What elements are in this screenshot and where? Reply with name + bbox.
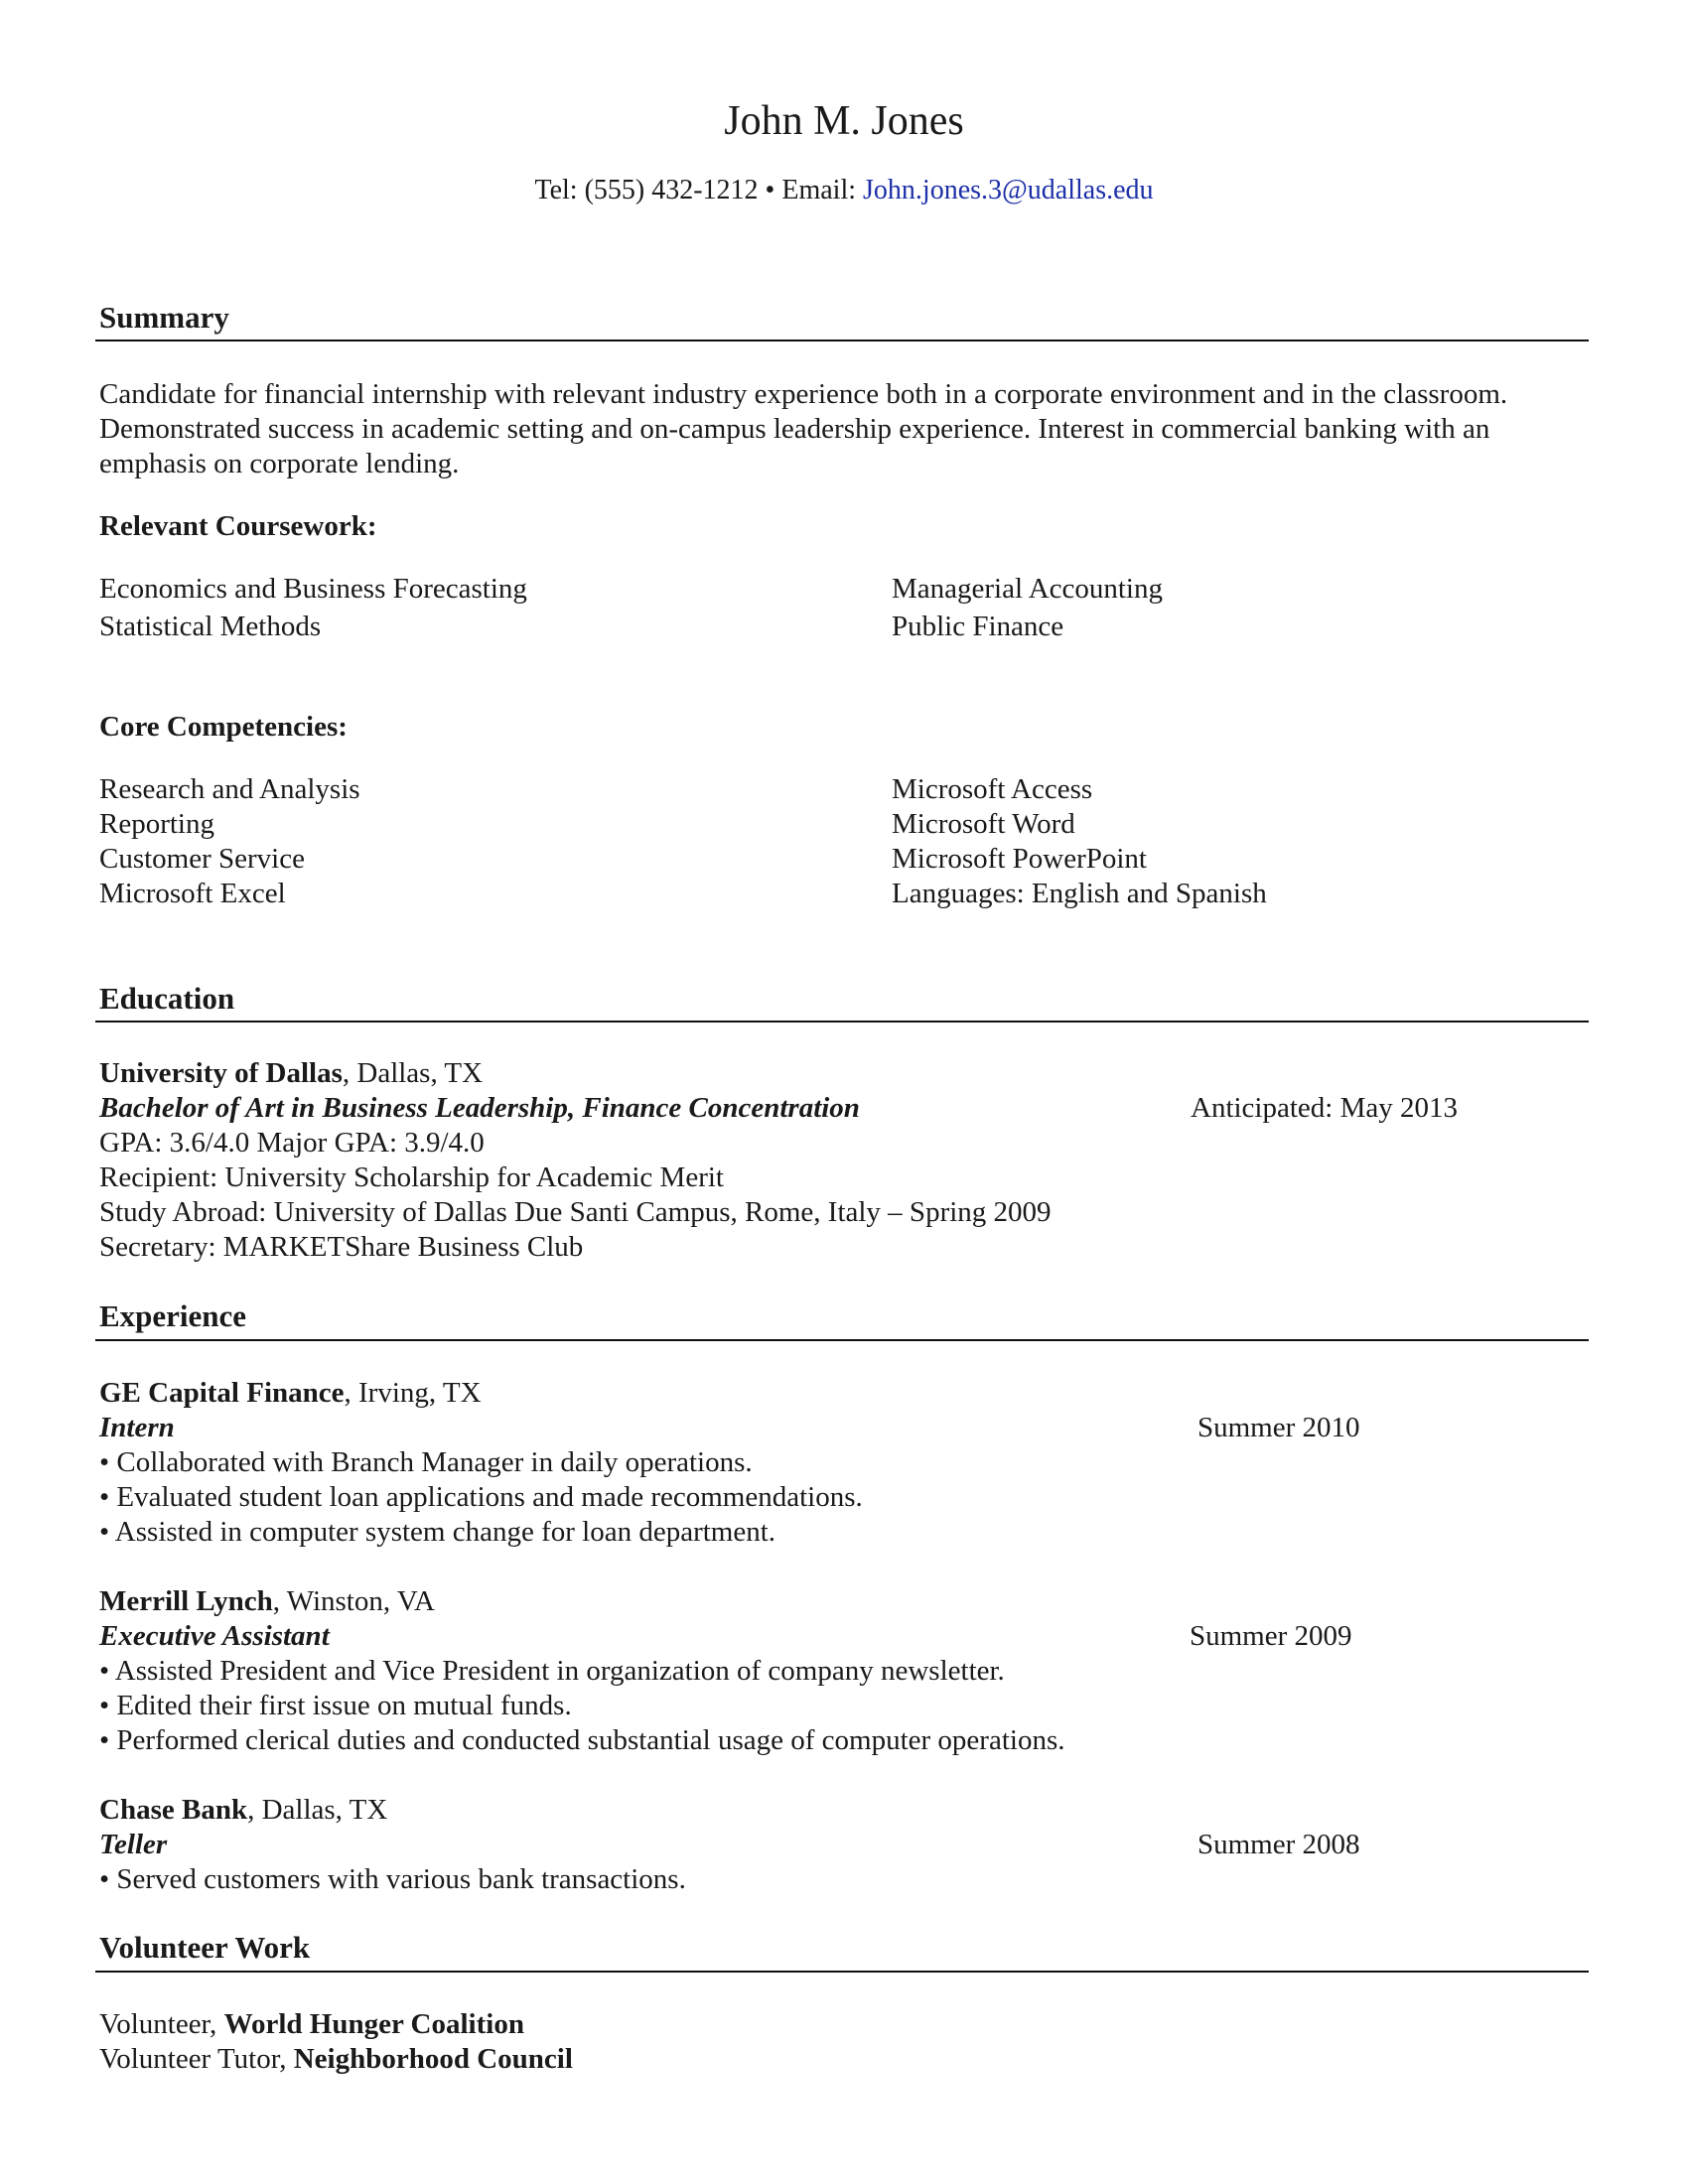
coursework-title: Relevant Coursework: bbox=[99, 510, 377, 542]
section-title-summary: Summary bbox=[99, 300, 229, 335]
section-title-experience: Experience bbox=[99, 1298, 247, 1333]
volunteer-role: Volunteer Tutor, bbox=[99, 2043, 294, 2075]
competency-item: Research and Analysis bbox=[99, 773, 360, 805]
section-rule bbox=[95, 1971, 1589, 1973]
job-bullet: • Assisted President and Vice President in organization of company newsletter. bbox=[99, 1655, 1005, 1687]
job-company: Chase Bank bbox=[99, 1794, 248, 1826]
job-date: Summer 2009 bbox=[1190, 1620, 1352, 1652]
education-school-line bbox=[99, 1056, 483, 1091]
school-name: University of Dallas bbox=[99, 1057, 343, 1089]
school-location: , Dallas, TX bbox=[342, 1057, 484, 1089]
job-location: , Dallas, TX bbox=[247, 1794, 388, 1826]
competency-item: Microsoft PowerPoint bbox=[892, 843, 1147, 875]
coursework-item: Public Finance bbox=[892, 611, 1064, 642]
volunteer-item bbox=[99, 2007, 524, 2042]
education-date: Anticipated: May 2013 bbox=[1191, 1092, 1459, 1124]
email-link[interactable]: John.jones.3@udallas.edu bbox=[863, 175, 1154, 205]
competency-item: Microsoft Word bbox=[892, 808, 1075, 840]
summary-line: Demonstrated success in academic setting and on-campus leadership experience. Interest in commercial banking with an bbox=[99, 413, 1490, 445]
job-bullet: • Served customers with various bank transactions. bbox=[99, 1863, 686, 1895]
job-title: Teller bbox=[99, 1829, 168, 1860]
summary-line: Candidate for financial internship with relevant industry experience both in a corporate environment and in the classroom. bbox=[99, 378, 1508, 410]
summary-line: emphasis on corporate lending. bbox=[99, 448, 460, 479]
candidate-name: John M. Jones bbox=[724, 98, 964, 144]
coursework-item: Economics and Business Forecasting bbox=[99, 573, 527, 605]
job-employer-line bbox=[99, 1376, 482, 1411]
job-bullet: • Evaluated student loan applications and made recommendations. bbox=[99, 1481, 863, 1513]
education-detail: Secretary: MARKETShare Business Club bbox=[99, 1231, 584, 1263]
phone-text: Tel: (555) 432-1212 • Email: bbox=[534, 175, 864, 205]
competencies-title: Core Competencies: bbox=[99, 711, 348, 743]
section-rule bbox=[95, 1021, 1589, 1023]
section-rule bbox=[95, 1339, 1589, 1341]
job-employer-line bbox=[99, 1793, 387, 1828]
job-location: , Winston, VA bbox=[272, 1585, 435, 1617]
job-employer-line bbox=[99, 1584, 435, 1619]
volunteer-org: Neighborhood Council bbox=[293, 2043, 573, 2075]
section-title-education: Education bbox=[99, 981, 235, 1016]
degree-title: Bachelor of Art in Business Leadership, Finance Concentration bbox=[99, 1092, 860, 1124]
job-title: Intern bbox=[99, 1412, 175, 1443]
job-bullet: • Edited their first issue on mutual funds. bbox=[99, 1690, 572, 1721]
education-detail: GPA: 3.6/4.0 Major GPA: 3.9/4.0 bbox=[99, 1127, 485, 1159]
competency-item: Reporting bbox=[99, 808, 214, 840]
education-detail: Study Abroad: University of Dallas Due Santi Campus, Rome, Italy – Spring 2009 bbox=[99, 1196, 1052, 1228]
competency-item: Microsoft Access bbox=[892, 773, 1093, 805]
job-company: GE Capital Finance bbox=[99, 1377, 345, 1409]
competency-item: Languages: English and Spanish bbox=[892, 878, 1267, 909]
job-bullet: • Performed clerical duties and conducted substantial usage of computer operations. bbox=[99, 1724, 1065, 1756]
job-bullet: • Assisted in computer system change for loan department. bbox=[99, 1516, 776, 1548]
contact-line bbox=[0, 175, 1688, 206]
job-location: , Irving, TX bbox=[344, 1377, 482, 1409]
job-date: Summer 2010 bbox=[1197, 1412, 1360, 1443]
coursework-item: Managerial Accounting bbox=[892, 573, 1163, 605]
volunteer-item bbox=[99, 2042, 573, 2077]
competency-item: Customer Service bbox=[99, 843, 305, 875]
job-title: Executive Assistant bbox=[99, 1620, 330, 1652]
volunteer-org: World Hunger Coalition bbox=[223, 2008, 524, 2040]
volunteer-role: Volunteer, bbox=[99, 2008, 224, 2040]
section-rule bbox=[95, 340, 1589, 341]
education-detail: Recipient: University Scholarship for Academic Merit bbox=[99, 1161, 724, 1193]
coursework-item: Statistical Methods bbox=[99, 611, 322, 642]
job-company: Merrill Lynch bbox=[99, 1585, 273, 1617]
section-title-volunteer: Volunteer Work bbox=[99, 1930, 311, 1965]
competency-item: Microsoft Excel bbox=[99, 878, 286, 909]
job-bullet: • Collaborated with Branch Manager in daily operations. bbox=[99, 1446, 753, 1478]
job-date: Summer 2008 bbox=[1197, 1829, 1360, 1860]
